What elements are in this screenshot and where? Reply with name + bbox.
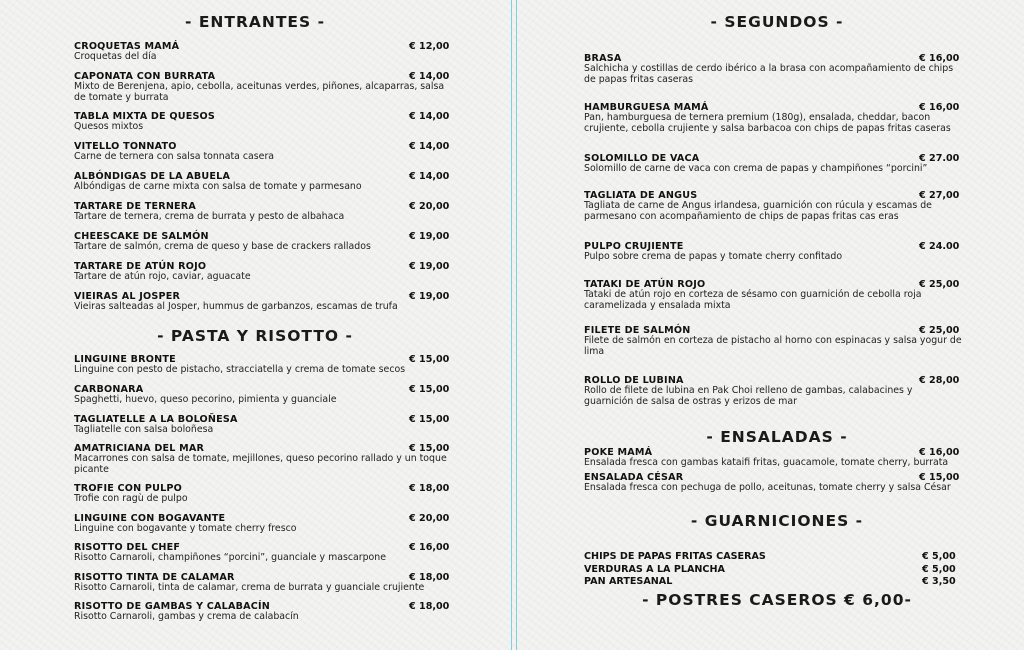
item-price: € 27,00 [919, 190, 960, 201]
item-desc: Albóndigas de carne mixta con salsa de tomate y parmesano [74, 181, 362, 193]
item-desc: Risotto Carnaroli, gambas y crema de calabacín [74, 611, 299, 623]
menu-item [74, 355, 454, 376]
item-price: € 28,00 [919, 375, 960, 386]
item-desc: Pulpo sobre crema de papas y tomate cherry confitado [584, 251, 843, 263]
item-price: € 14,00 [409, 71, 450, 82]
menu-item [74, 573, 454, 594]
item-price: € 19,00 [409, 291, 450, 302]
menu-item [74, 514, 454, 535]
item-price: € 18,00 [409, 601, 450, 612]
item-price: € 12,00 [409, 41, 450, 52]
item-desc: Croquetas del día [74, 51, 157, 63]
item-price: € 20,00 [409, 513, 450, 524]
menu-item [584, 473, 964, 494]
item-desc: Tartare de ternera, crema de burrata y pesto de albahaca [74, 211, 345, 223]
menu-item [584, 376, 964, 407]
item-desc: Tagliata de carne de Angus irlandesa, guarnición con rúcula y escamas de parmesano con acompañamiento de chips de papas fritas cas eras [584, 200, 932, 222]
item-desc: Linguine con bogavante y tomate cherry fresco [74, 523, 297, 535]
menu-item [74, 142, 454, 163]
menu-item [74, 292, 454, 313]
item-name: BRASA [584, 53, 622, 64]
item-desc: Tataki de atún rojo en corteza de sésamo con guarnición de cebolla roja caramelizada y ensalada mixta [584, 289, 922, 311]
menu-item [74, 72, 454, 103]
item-name: CROQUETAS MAMÁ [74, 41, 180, 52]
item-desc: Filete de salmón en corteza de pistacho al horno con espinacas y salsa yogur de lima [584, 335, 962, 357]
item-name: CAPONATA CON BURRATA [74, 71, 216, 82]
item-name: RISOTTO DE GAMBAS Y CALABACÍN [74, 601, 270, 612]
menu-item [74, 232, 454, 253]
item-price: € 16,00 [919, 102, 960, 113]
item-name: TATAKI DE ATÚN ROJO [584, 279, 706, 290]
item-price: € 16,00 [919, 53, 960, 64]
item-price: € 18,00 [409, 572, 450, 583]
item-name: CARBONARA [74, 384, 144, 395]
item-name: RISOTTO DEL CHEF [74, 542, 181, 553]
item-price: € 14,00 [409, 111, 450, 122]
entrantes-title: - ENTRANTES - [184, 13, 326, 31]
item-desc: Trofie con ragù de pulpo [74, 493, 188, 505]
menu-item [74, 262, 454, 283]
item-desc: Risotto Carnaroli, tinta de calamar, crema de burrata y guanciale crujiente [74, 582, 425, 594]
item-price: € 16,00 [409, 542, 450, 553]
item-desc: Tartare de salmón, crema de queso y base de crackers rallados [74, 241, 371, 253]
spine-line-left [511, 0, 512, 650]
item-name: TROFIE CON PULPO [74, 483, 182, 494]
item-desc: Spaghetti, huevo, queso pecorino, pimienta y guanciale [74, 394, 337, 406]
item-name: RISOTTO TINTA DE CALAMAR [74, 572, 235, 583]
item-price: € 3,50 [922, 576, 956, 587]
menu-item [584, 280, 964, 311]
item-name: PULPO CRUJIENTE [584, 241, 684, 252]
menu-item [74, 172, 454, 193]
item-price: € 14,00 [409, 171, 450, 182]
item-name: SOLOMILLO DE VACA [584, 153, 700, 164]
item-name: TARTARE DE ATÚN ROJO [74, 261, 207, 272]
item-desc: Tartare de atún rojo, caviar, aguacate [74, 271, 251, 283]
item-name: LINGUINE CON BOGAVANTE [74, 513, 226, 524]
item-desc: Vieiras salteadas al Josper, hummus de garbanzos, escamas de trufa [74, 301, 398, 313]
item-name: POKE MAMÁ [584, 447, 653, 458]
segundos-title: - SEGUNDOS - [710, 13, 844, 31]
menu-item [74, 202, 454, 223]
item-desc: Carne de ternera con salsa tonnata casera [74, 151, 275, 163]
item-desc: Salchicha y costillas de cerdo ibérico a la brasa con acompañamiento de chips de papas fritas caseras [584, 63, 954, 85]
menu-item [74, 543, 454, 564]
item-desc: Linguine con pesto de pistacho, stracciatella y crema de tomate secos [74, 364, 406, 376]
item-name: TARTARE DE TERNERA [74, 201, 197, 212]
item-desc: Pan, hamburguesa de ternera premium (180g), ensalada, cheddar, bacon crujiente, cebolla crujiente y salsa barbacoa con chips de papas fritas caseras [584, 112, 951, 134]
item-desc: Ensalada fresca con gambas kataifi fritas, guacamole, tomate cherry, burrata [584, 457, 949, 469]
side-item [584, 551, 964, 562]
postres-title: - POSTRES CASEROS € 6,00- [642, 591, 912, 609]
item-name: ROLLO DE LUBINA [584, 375, 684, 386]
menu-item [584, 326, 964, 357]
item-name: CHIPS DE PAPAS FRITAS CASERAS [584, 551, 766, 562]
item-price: € 25,00 [919, 279, 960, 290]
spine-line-right [516, 0, 517, 650]
item-price: € 16,00 [919, 447, 960, 458]
item-desc: Risotto Carnaroli, champiñones “porcini”, guanciale y mascarpone [74, 552, 386, 564]
side-item [584, 576, 964, 587]
menu-item [584, 242, 964, 263]
item-price: € 19,00 [409, 261, 450, 272]
item-desc: Tagliatelle con salsa boloñesa [74, 424, 214, 436]
item-price: € 20,00 [409, 201, 450, 212]
item-name: VITELLO TONNATO [74, 141, 177, 152]
item-desc: Macarrones con salsa de tomate, mejillones, queso pecorino rallado y un toque picante [74, 453, 447, 475]
item-name: FILETE DE SALMÓN [584, 325, 691, 336]
item-price: € 5,00 [922, 551, 956, 562]
item-name: CHEESCAKE DE SALMÓN [74, 231, 209, 242]
right-page [530, 0, 1024, 650]
guarniciones-title: - GUARNICIONES - [690, 512, 864, 530]
menu-item [584, 54, 964, 85]
item-name: AMATRICIANA DEL MAR [74, 443, 205, 454]
item-price: € 15,00 [409, 354, 450, 365]
side-item [584, 564, 964, 575]
item-desc: Quesos mixtos [74, 121, 144, 133]
menu-item [584, 191, 964, 222]
item-desc: Rollo de filete de lubina en Pak Choi relleno de gambas, calabacines y guarnición de salsa de ostras y erizos de mar [584, 385, 913, 407]
item-name: PAN ARTESANAL [584, 576, 673, 587]
menu-item [584, 103, 964, 134]
item-name: VERDURAS A LA PLANCHA [584, 564, 725, 575]
item-name: LINGUINE BRONTE [74, 354, 176, 365]
item-name: ENSALADA CÉSAR [584, 472, 684, 483]
menu-item [584, 448, 964, 469]
ensaladas-title: - ENSALADAS - [706, 428, 848, 446]
item-name: TABLA MIXTA DE QUESOS [74, 111, 216, 122]
menu-item [584, 154, 964, 175]
item-desc: Solomillo de carne de vaca con crema de papas y champiñones “porcini” [584, 163, 928, 175]
pasta-title: - PASTA Y RISOTTO - [157, 327, 353, 345]
item-name: TAGLIATELLE A LA BOLOÑESA [74, 414, 238, 425]
menu-item [74, 484, 454, 505]
item-price: € 19,00 [409, 231, 450, 242]
item-price: € 18,00 [409, 483, 450, 494]
item-name: ALBÓNDIGAS DE LA ABUELA [74, 171, 231, 182]
item-name: HAMBURGUESA MAMÁ [584, 102, 709, 113]
item-price: € 5,00 [922, 564, 956, 575]
item-name: TAGLIATA DE ANGUS [584, 190, 698, 201]
item-desc: Mixto de Berenjena, apio, cebolla, aceitunas verdes, piñones, alcaparras, salsa de tomate y burrata [74, 81, 445, 103]
item-desc: Ensalada fresca con pechuga de pollo, aceitunas, tomate cherry y salsa César [584, 482, 951, 494]
menu-item [74, 42, 454, 63]
left-page [0, 0, 510, 650]
item-price: € 15,00 [919, 472, 960, 483]
menu-item [74, 112, 454, 133]
menu-item [74, 602, 454, 623]
item-name: VIEIRAS AL JOSPER [74, 291, 181, 302]
item-price: € 14,00 [409, 141, 450, 152]
item-price: € 15,00 [409, 443, 450, 454]
menu-item [74, 415, 454, 436]
menu-item [74, 444, 454, 475]
item-price: € 25,00 [919, 325, 960, 336]
item-price: € 24.00 [919, 241, 960, 252]
item-price: € 27.00 [919, 153, 960, 164]
item-price: € 15,00 [409, 384, 450, 395]
menu-item [74, 385, 454, 406]
item-price: € 15,00 [409, 414, 450, 425]
